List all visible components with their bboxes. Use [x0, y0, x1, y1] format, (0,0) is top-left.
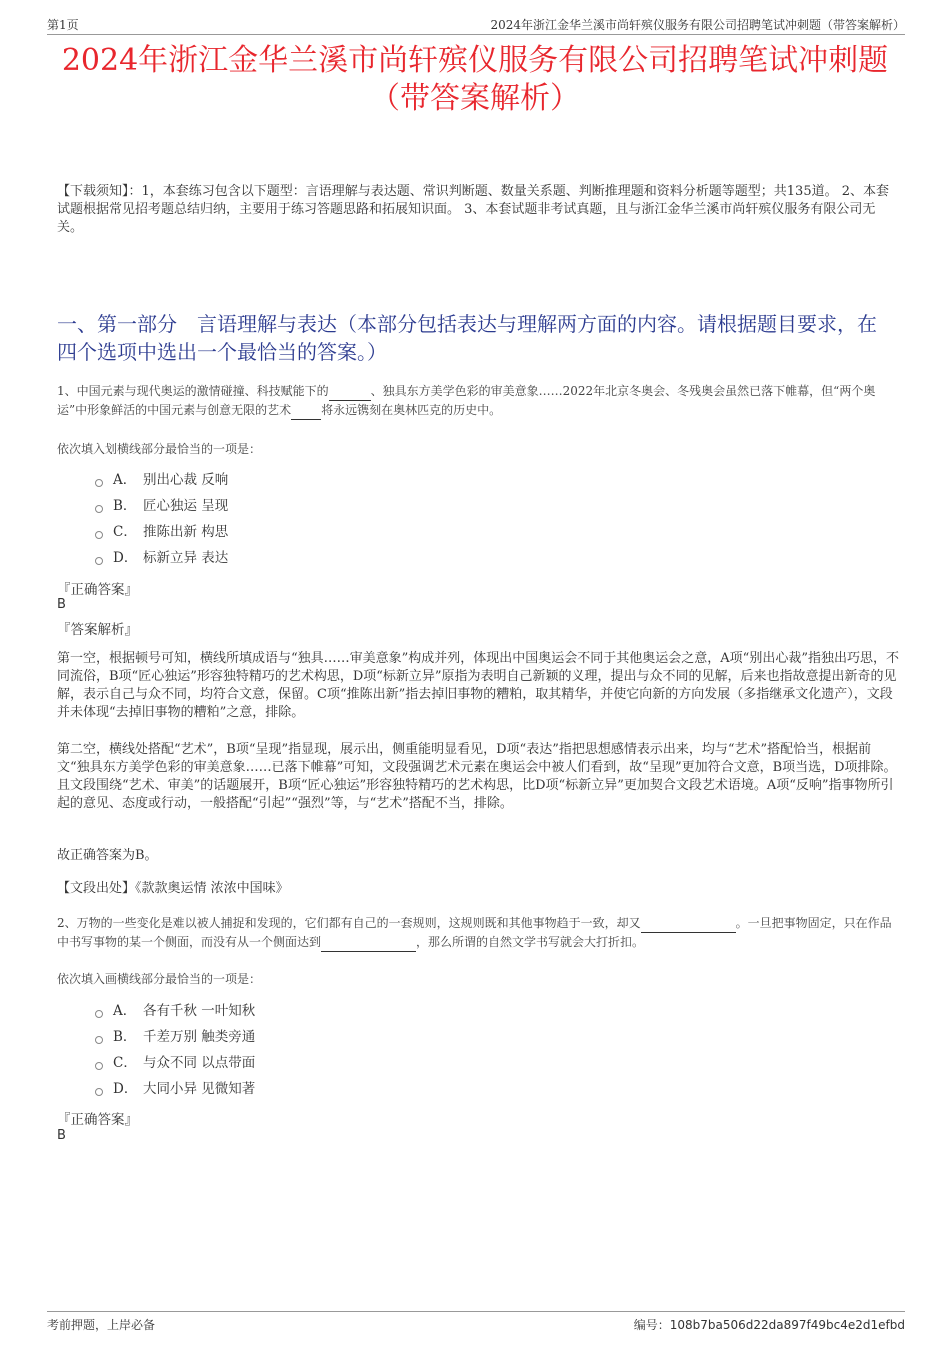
blank-2 [321, 937, 416, 952]
source-citation: 【文段出处】《款款奥运情 浓浓中国味》 [57, 881, 289, 896]
question-2-options [95, 998, 255, 1102]
option-c[interactable]: C． 推陈出新 构思 [95, 519, 228, 545]
document-title [40, 42, 910, 118]
radio-icon[interactable] [95, 1088, 103, 1096]
radio-icon[interactable] [95, 531, 103, 539]
question-2-text: 2、万物的一些变化是难以被人捕捉和发现的，它们都有自己的一套规则，这规则既和其他事物趋于一致，却又 。一旦把事物固定，只在作品中书写事物的某一个侧面，而没有从一个侧面达到 ，那么所谓的自然文学书写就会大打折扣。 [57, 914, 895, 952]
page-footer [47, 1311, 905, 1334]
header-doc-title: 2024年浙江金华兰溪市尚轩殡仪服务有限公司招聘笔试冲刺题（带答案解析） [490, 18, 905, 32]
option-a[interactable]: A． 别出心裁 反响 [95, 467, 228, 493]
question-1-options [95, 467, 228, 571]
question-1-text: 1、中国元素与现代奥运的激情碰撞、科技赋能下的 、独具东方美学色彩的审美意象……2022年北京冬奥会、冬残奥会虽然已落下帷幕，但“两个奥运”中形象鲜活的中国元素与创意无限的艺术 将永远镌刻在奥林匹克的历史中。 [57, 382, 895, 420]
radio-icon[interactable] [95, 505, 103, 513]
analysis-label: 『答案解析』 [57, 622, 138, 638]
blank-2 [291, 405, 321, 420]
title-line-1: 2024年浙江金华兰溪市尚轩殡仪服务有限公司招聘笔试冲刺题 [61, 43, 889, 78]
option-d[interactable]: D． 标新立异 表达 [95, 545, 228, 571]
correct-answer-label: 『正确答案』 [57, 582, 138, 598]
radio-icon[interactable] [95, 1010, 103, 1018]
question-2-prompt: 依次填入画横线部分最恰当的一项是： [57, 972, 262, 986]
correct-answer-value: B [57, 1128, 66, 1143]
footer-slogan: 考前押题，上岸必备 [47, 1318, 156, 1332]
option-b[interactable]: B． 千差万别 触类旁通 [95, 1024, 255, 1050]
correct-answer-label: 『正确答案』 [57, 1112, 138, 1128]
option-d[interactable]: D． 大同小异 见微知著 [95, 1076, 255, 1102]
analysis-paragraph-1: 第一空，根据顿号可知，横线所填成语与“独具……审美意象”构成并列，体现出中国奥运会不同于其他奥运会之意，A项“别出心裁”指独出巧思，不同流俗，B项“匠心独运”形容独特精巧的艺术构思，D项“标新立异”原指为表明自己新颖的义理，提出与众不同的见解，后来也指故意提出新奇的见解，表示自己与众不同，均符合文意，保留。C项“推陈出新”指去掉旧事物的糟粕，取其精华，并使它向新的方向发展（多指继承文化遗产），文段并未体现“去掉旧事物的糟粕”之意，排除。 [57, 651, 899, 720]
question-1-prompt: 依次填入划横线部分最恰当的一项是： [57, 442, 262, 456]
analysis-conclusion: 故正确答案为B。 [57, 848, 158, 863]
blank-1 [329, 386, 371, 401]
analysis-paragraph-2: 第二空，横线处搭配“艺术”，B项“呈现”指显现，展示出，侧重能明显看见，D项“表达”指把思想感情表示出来，均与“艺术”搭配恰当，根据前文“独具东方美学色彩的审美意象……已落下帷幕”可知，文段强调艺术元素在奥运会中被人们看到，故“呈现”更加符合文意，B项当选，D项排除。且文段围绕“艺术、审美”的话题展开，B项“匠心独运”形容独特精巧的艺术构思，比D项“标新立异”更加契合文段艺术语境。A项“反响”指事物所引起的意见、态度或行动，一般搭配“引起”“强烈”等，与“艺术”搭配不当，排除。 [57, 742, 897, 811]
option-b[interactable]: B． 匠心独运 呈现 [95, 493, 228, 519]
section-heading: 一、第一部分 言语理解与表达（本部分包括表达与理解两方面的内容。请根据题目要求，在四个选项中选出一个最恰当的答案。） [57, 312, 877, 364]
radio-icon[interactable] [95, 479, 103, 487]
blank-1 [641, 918, 736, 933]
footer-code: 编号：108b7ba506d22da897f49bc4e2d1efbd [633, 1318, 905, 1332]
download-notice: 【下载须知】：1，本套练习包含以下题型：言语理解与表达题、常识判断题、数量关系题、判断推理题和资料分析题等题型；共135道。 2、本套试题根据常见招考题总结归纳，主要用于练习答题思路和拓展知识面。 3、本套试题非考试真题，且与浙江金华兰溪市尚轩殡仪服务有限公司无关。 [57, 184, 889, 235]
radio-icon[interactable] [95, 557, 103, 565]
correct-answer-value: B [57, 597, 66, 612]
radio-icon[interactable] [95, 1036, 103, 1044]
option-c[interactable]: C． 与众不同 以点带面 [95, 1050, 255, 1076]
page-header [47, 14, 905, 35]
title-line-2: （带答案解析） [370, 81, 580, 116]
option-a[interactable]: A． 各有千秋 一叶知秋 [95, 998, 255, 1024]
radio-icon[interactable] [95, 1062, 103, 1070]
page-number: 第1页 [47, 18, 79, 32]
